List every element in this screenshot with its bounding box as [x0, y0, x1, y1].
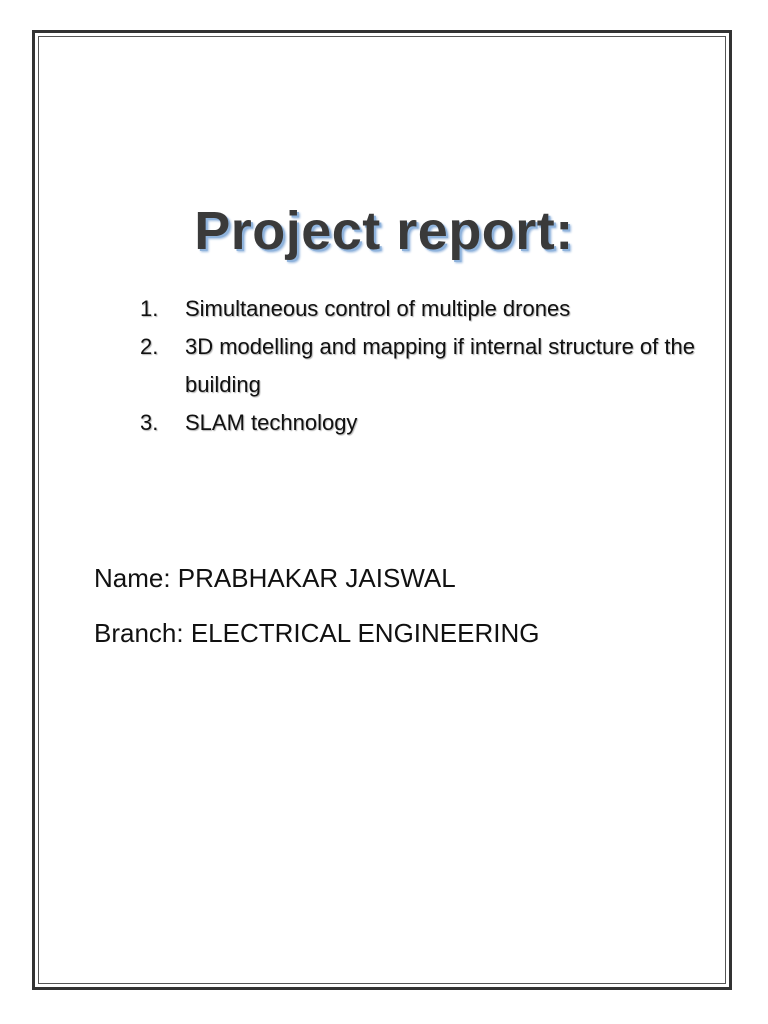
list-item-number: 1. [140, 296, 159, 321]
student-branch: Branch: ELECTRICAL ENGINEERING [94, 618, 540, 648]
page-title: Project report: [194, 201, 574, 261]
list-item-number: 3. [140, 410, 159, 435]
list-item [140, 290, 700, 328]
list-item [140, 328, 700, 404]
list-item-number: 2. [140, 334, 159, 359]
list-item-text: Simultaneous control of multiple drones [185, 296, 571, 321]
list-item [140, 404, 700, 442]
list-item-text: SLAM technology [185, 410, 358, 435]
page-border [32, 30, 732, 990]
project-topics-list [140, 290, 700, 442]
list-item-text: 3D modelling and mapping if internal structure of the building [185, 334, 695, 397]
student-name: Name: PRABHAKAR JAISWAL [94, 563, 456, 593]
